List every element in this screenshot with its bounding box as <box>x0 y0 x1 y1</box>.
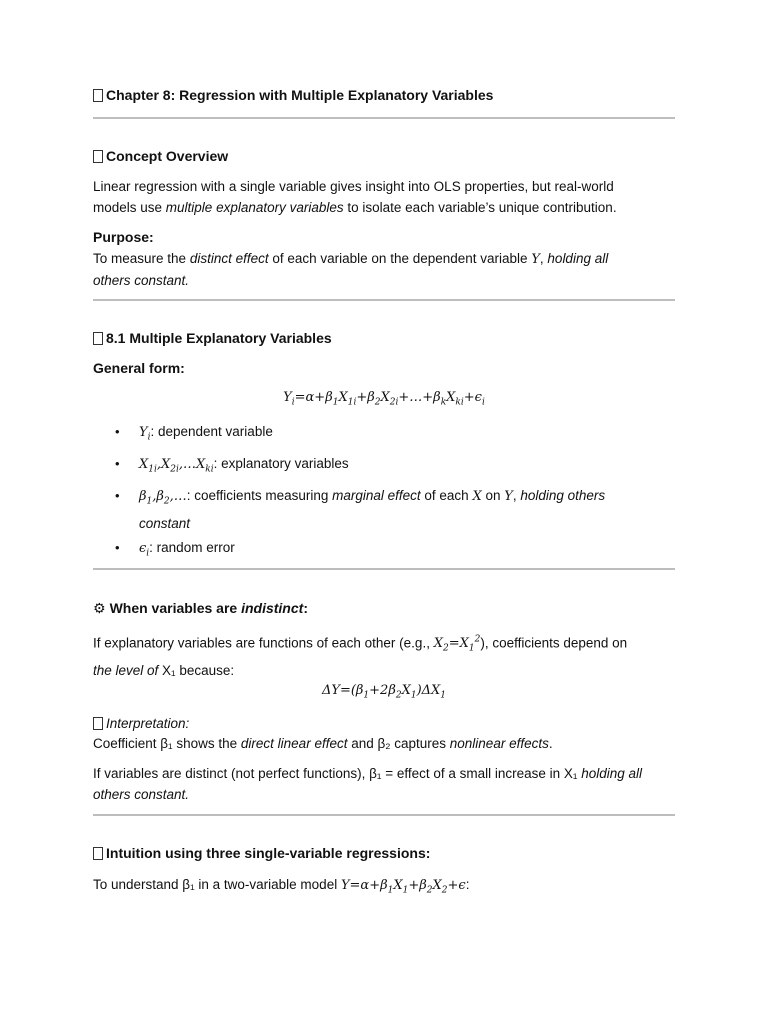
bullet-dot: • <box>115 456 120 471</box>
box-glyph-icon <box>93 717 103 730</box>
distinct-paragraph: If variables are distinct (not perfect functions), β₁ = effect of a small increase in X₁ holding all others constant. <box>93 766 643 802</box>
box-glyph-icon <box>93 150 103 163</box>
bullet-item: $\epsilon_i$: random error <box>139 540 235 559</box>
bullet-item: $Y_i$: dependent variable <box>139 424 273 443</box>
bullet-dot: • <box>115 424 120 439</box>
section-heading-8-1: 8.1 Multiple Explanatory Variables <box>93 330 332 346</box>
bullet-dot: • <box>115 488 120 503</box>
purpose-paragraph: To measure the distinct effect of each variable on the dependent variable Y, holding all others constant. <box>93 251 609 288</box>
interpretation-label: Interpretation: <box>93 713 189 734</box>
interpretation-paragraph: Coefficient β₁ shows the direct linear effect and β₂ captures nonlinear effects. <box>93 736 553 751</box>
delta-equation: $\Delta Y=(\beta_1+2\beta_2X_1)\Delta X_1$ <box>321 683 447 701</box>
intuition-paragraph: To understand β₁ in a two-variable model $Y=\alpha+\beta_1X_1+\beta_2X_2+\epsilon$: <box>93 877 470 896</box>
divider <box>93 814 675 816</box>
bullet-item: $\beta_1,\beta_2,\dots$: coefficients measuring marginal effect of each X on Y, holding others constant <box>139 488 606 531</box>
divider <box>93 299 675 301</box>
purpose-label: Purpose: <box>93 229 154 245</box>
bullet-item: $X_{1i},X_{2i},\dots X_{ki}$: explanatory variables <box>139 456 349 475</box>
bullet-dot: • <box>115 540 120 555</box>
general-form-label: General form: <box>93 360 185 376</box>
section-heading-concept: Concept Overview <box>93 148 228 164</box>
divider <box>93 568 675 570</box>
divider <box>93 117 675 119</box>
concept-paragraph: Linear regression with a single variable gives insight into OLS properties, but real-world models use multiple explanatory variables to isolate each variable’s unique contribution. <box>93 179 617 215</box>
chapter-title: Chapter 8: Regression with Multiple Explanatory Variables <box>93 87 493 103</box>
gear-icon: ⚙ <box>93 601 106 617</box>
section-heading-indistinct: ⚙ When variables are indistinct: <box>93 600 308 617</box>
box-glyph-icon <box>93 332 103 345</box>
indistinct-paragraph: If explanatory variables are functions of each other (e.g., $X_2=X_1^2$), coefficients depend on the level of X₁ because: <box>93 635 628 678</box>
section-heading-intuition: Intuition using three single-variable regressions: <box>93 845 430 861</box>
general-form-equation: $Y_i=\alpha+\beta_1X_{1i}+\beta_2X_{2i}+\dots+\beta_kX_{ki}+\epsilon_i$ <box>283 390 485 408</box>
box-glyph-icon <box>93 847 103 860</box>
box-glyph-icon <box>93 89 103 102</box>
